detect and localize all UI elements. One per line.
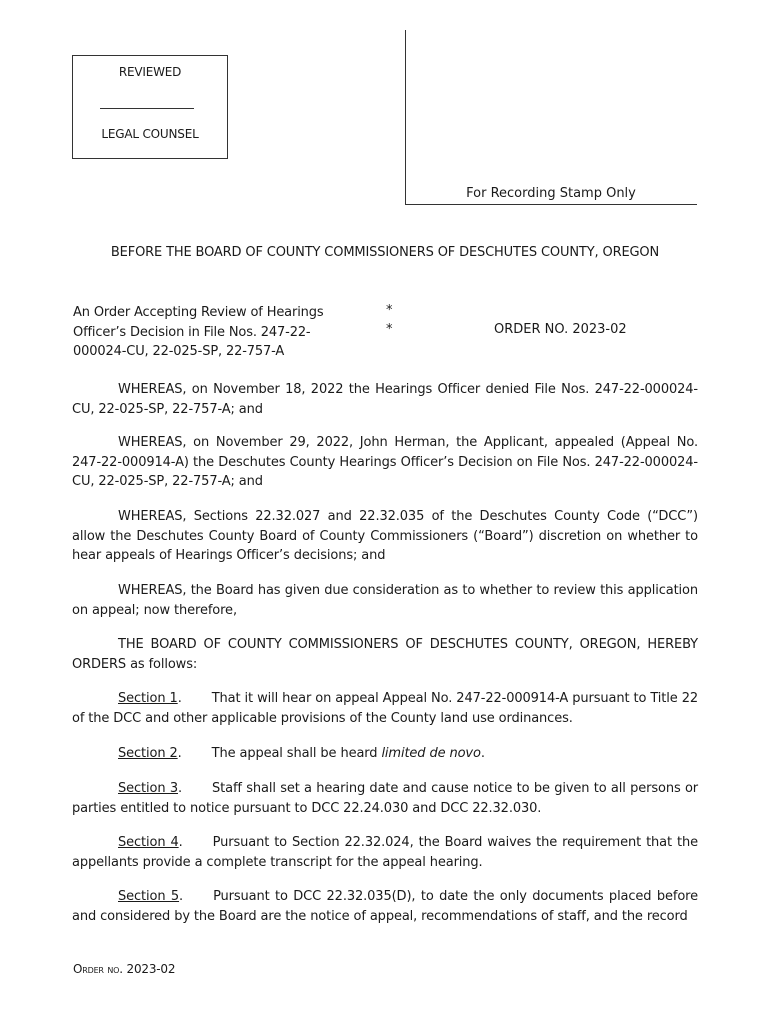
document-heading: BEFORE THE BOARD OF COUNTY COMMISSIONERS OF DESCHUTES COUNTY, OREGON — [110, 245, 660, 260]
reviewed-label: REVIEWED — [118, 65, 182, 79]
section-text: Pursuant to Section 22.32.024, the Board waives the requirement that the appellants provide a complete transcript for the appeal hearing. — [72, 835, 698, 870]
order-section: Section 1. That it will hear on appeal Appeal No. 247-22-000914-A pursuant to Title 22 of the DCC and other applicable provisions of the County land use ordinances. — [72, 691, 698, 726]
order-section: Section 3. Staff shall set a hearing date and cause notice to be given to all persons or parties entitled to notice pursuant to DCC 22.24.030 and DCC 22.32.030. — [72, 781, 699, 816]
order-section: Section 2. The appeal shall be heard limited de novo. — [118, 746, 485, 761]
order-caption — [73, 303, 373, 362]
caption-line: 000024-CU, 22-025-SP, 22-757-A — [73, 344, 285, 359]
orders-intro: THE BOARD OF COUNTY COMMISSIONERS OF DESCHUTES COUNTY, OREGON, HEREBY ORDERS as follows: — [72, 637, 698, 672]
whereas-paragraph: WHEREAS, on November 18, 2022 the Hearings Officer denied File Nos. 247-22-000024-CU, 22-025-SP, 22-757-A; and — [72, 382, 698, 417]
section-text: The appeal shall be heard — [211, 746, 382, 761]
caption-line: Officer’s Decision in File Nos. 247-22- — [73, 324, 311, 340]
footer-order-number: 2023-02 — [126, 962, 176, 976]
recording-stamp-label: For Recording Stamp Only — [466, 186, 636, 201]
stamp-area-border-left — [405, 30, 406, 204]
signature-line — [100, 108, 194, 109]
section-label: Section 4 — [118, 835, 179, 850]
page-footer — [73, 962, 175, 976]
section-text-italic: limited de novo — [381, 746, 481, 761]
section-label: Section 2 — [118, 746, 178, 761]
order-section: Section 4. Pursuant to Section 22.32.024, the Board waives the requirement that the appellants provide a complete transcript for the appeal hearing. — [72, 835, 698, 870]
whereas-paragraph: WHEREAS, Sections 22.32.027 and 22.32.035 of the Deschutes County Code (“DCC”) allow the Deschutes County Board of County Commissioners (“Board”) discretion on whether to hear appeals of Hearings Officer’s decisions; and — [72, 509, 698, 563]
section-text: Staff shall set a hearing date and cause notice to be given to all persons or parties entitled to notice pursuant to DCC 22.24.030 and DCC 22.32.030. — [72, 781, 699, 816]
legal-review-box — [72, 55, 228, 159]
section-label: Section 1 — [118, 691, 178, 706]
section-text: That it will hear on appeal Appeal No. 247-22-000914-A pursuant to Title 22 of the DCC and other applicable provisions of the County land use ordinances. — [72, 691, 698, 726]
section-text: Pursuant to DCC 22.32.035(D), to date the only documents placed before and considered by the Board are the notice of appeal, recommendations of staff, and the record — [72, 889, 698, 924]
legal-counsel-label: LEGAL COUNSEL — [101, 127, 199, 141]
caption-star: * — [386, 303, 393, 318]
order-section: Section 5. Pursuant to DCC 22.32.035(D), to date the only documents placed before and considered by the Board are the notice of appeal, recommendations of staff, and the record — [72, 889, 698, 924]
stamp-area-border-bottom — [405, 204, 697, 205]
caption-line: An Order Accepting Review of Hearings — [73, 305, 324, 320]
whereas-paragraph: WHEREAS, the Board has given due consideration as to whether to review this application on appeal; now therefore, — [72, 583, 698, 618]
order-number: ORDER NO. 2023-02 — [494, 322, 627, 337]
whereas-paragraph: WHEREAS, on November 29, 2022, John Herman, the Applicant, appealed (Appeal No. 247-22-000914-A) the Deschutes County Hearings Officer’s Decision on File Nos. 247-22-000024-CU, 22-025-SP, 22-757-A; and — [72, 435, 698, 489]
caption-star: * — [386, 322, 393, 337]
section-label: Section 5 — [118, 889, 180, 904]
footer-label: Order no. — [73, 962, 123, 976]
section-label: Section 3 — [118, 781, 178, 796]
